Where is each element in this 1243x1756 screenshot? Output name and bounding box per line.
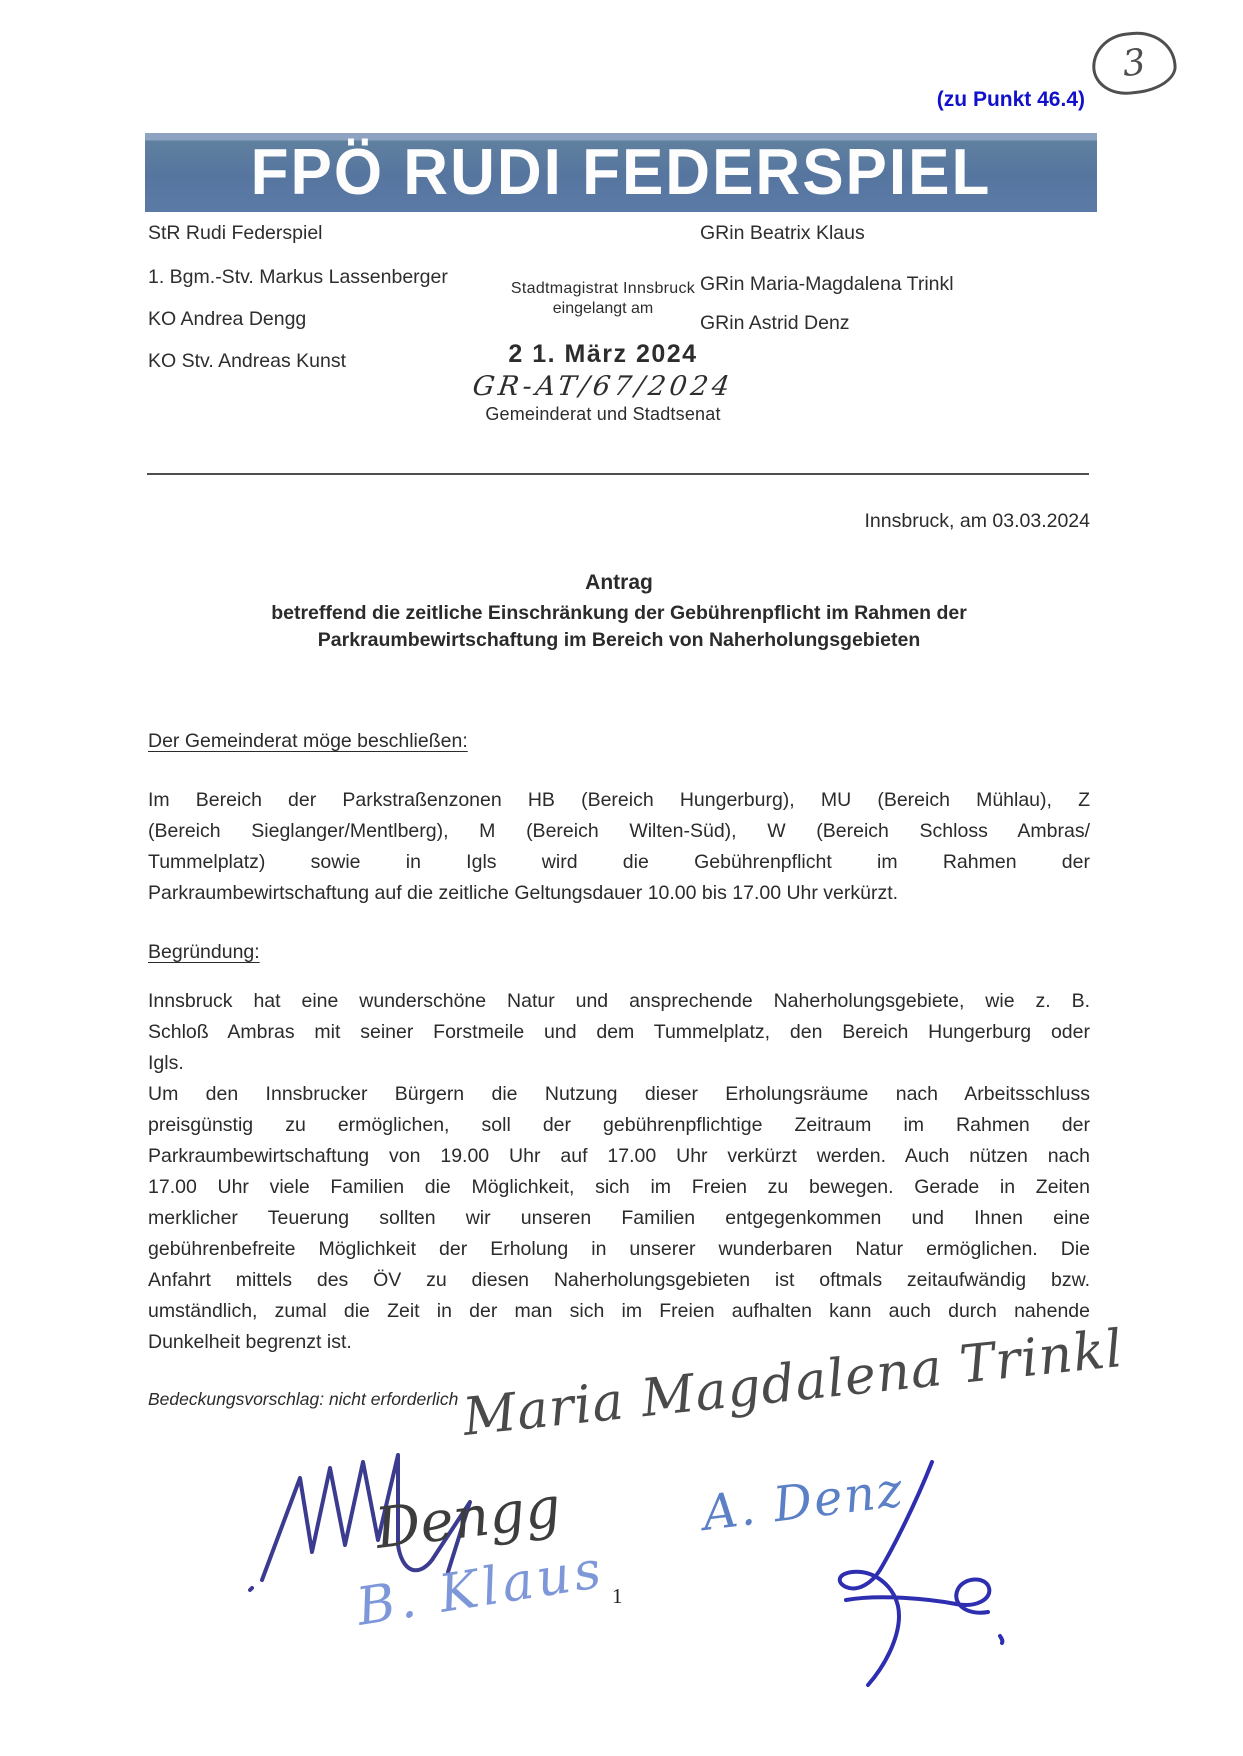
stamp-reference-handwritten: GR-AT/67/2024 — [470, 371, 736, 402]
document-body — [148, 500, 1090, 1415]
header-divider — [147, 473, 1089, 475]
signature-trinkl: Maria Magdalena Trinkl — [460, 1318, 1127, 1448]
signatory-left-3: KO Andrea Dengg — [148, 308, 307, 330]
justification-paragraph-2: Um den Innsbrucker Bürgern die Nutzung dieser Erholungsräume nach Arbeitsschluss preisgünstig zu ermöglichen, soll der gebührenpflichtige Zeitraum im Rahmen der Parkraumbewirtschaftung von 19.00 Uhr auf 17.00 Uhr verkürzt werden. Auch nützen nach 17.00 Uhr viele Familien die Möglichkeit, sich im Freien zu bewegen. Gerade in Zeiten merklicher Teuerung sollten wir unseren Familien entgegenkommen und Ihnen eine gebührenbefreite Möglichkeit der Erholung in unserer wunderbaren Natur ermöglichen. Die Anfahrt mittels des ÖV zu diesen Naherholungsgebieten ist oftmals zeitaufwändig bzw. umständlich, zumal die Zeit in der man sich im Freien aufhalten kann auch durch nahende Dunkelheit begrenzt ist. — [148, 1083, 1090, 1353]
signature-dengg: Dengg — [371, 1474, 565, 1562]
stamp-authority: Stadtmagistrat Innsbruck — [510, 280, 696, 297]
signature-flourish — [840, 1462, 1003, 1685]
signatory-left-1: StR Rudi Federspiel — [148, 222, 323, 244]
motion-body: Im Bereich der Parkstraßenzonen HB (Bereich Hungerburg), MU (Bereich Mühlau), Z (Bereich Sieglanger/Mentlberg), M (Bereich Wilten-Süd), W (Bereich Schloss Ambras/ Tummelplatz) sowie in Igls wird die Gebührenpflicht im Rahmen der Parkraumbewirtschaftung auf die zeitliche Geltungsdauer 10.00 bis 17.00 Uhr verkürzt. — [148, 789, 1090, 904]
justification-heading: Begründung: — [148, 941, 260, 963]
document-title: Antrag — [585, 571, 653, 594]
signature-kunst-scribble — [250, 1455, 470, 1590]
stamp-received-label: eingelangt am — [552, 300, 654, 317]
page-number: 1 — [612, 1584, 623, 1608]
document-subtitle — [148, 600, 1090, 654]
stamp-department: Gemeinderat und Stadtsenat — [485, 404, 721, 424]
signatory-right-1: GRin Beatrix Klaus — [700, 222, 865, 244]
circled-page-number — [1089, 28, 1179, 98]
signature-denz: A. Denz — [699, 1461, 908, 1542]
signatory-right-3: GRin Astrid Denz — [700, 312, 850, 334]
document-subtitle-line2: Parkraumbewirtschaftung im Bereich von Naherholungsgebieten — [317, 629, 921, 651]
document-subtitle-line1: betreffend die zeitliche Einschränkung der Gebührenpflicht im Rahmen der — [271, 602, 967, 624]
motion-heading: Der Gemeinderat möge beschließen: — [148, 730, 468, 752]
circled-page-number-value: 3 — [1120, 41, 1148, 85]
funding-note: Bedeckungsvorschlag: nicht erforderlich — [148, 1389, 459, 1409]
received-stamp — [448, 280, 758, 425]
party-banner-title: FPÖ RUDI FEDERSPIEL — [250, 136, 992, 209]
signatory-left-2: 1. Bgm.-Stv. Markus Lassenberger — [148, 266, 448, 288]
justification-paragraph-1: Innsbruck hat eine wunderschöne Natur und ansprechende Naherholungsgebiete, wie z. B. Schloß Ambras mit seiner Forstmeile und dem Tummelplatz, den Bereich Hungerburg oder Igls. — [148, 990, 1090, 1074]
dateline: Innsbruck, am 03.03.2024 — [864, 510, 1090, 532]
party-banner — [145, 133, 1097, 212]
signatory-left-4: KO Stv. Andreas Kunst — [148, 350, 346, 372]
signature-klaus: B. Klaus — [352, 1539, 609, 1638]
agenda-point-reference: (zu Punkt 46.4) — [936, 88, 1085, 111]
stamp-date: 2 1. März 2024 — [508, 340, 698, 368]
signatory-right-2: GRin Maria-Magdalena Trinkl — [700, 273, 954, 295]
